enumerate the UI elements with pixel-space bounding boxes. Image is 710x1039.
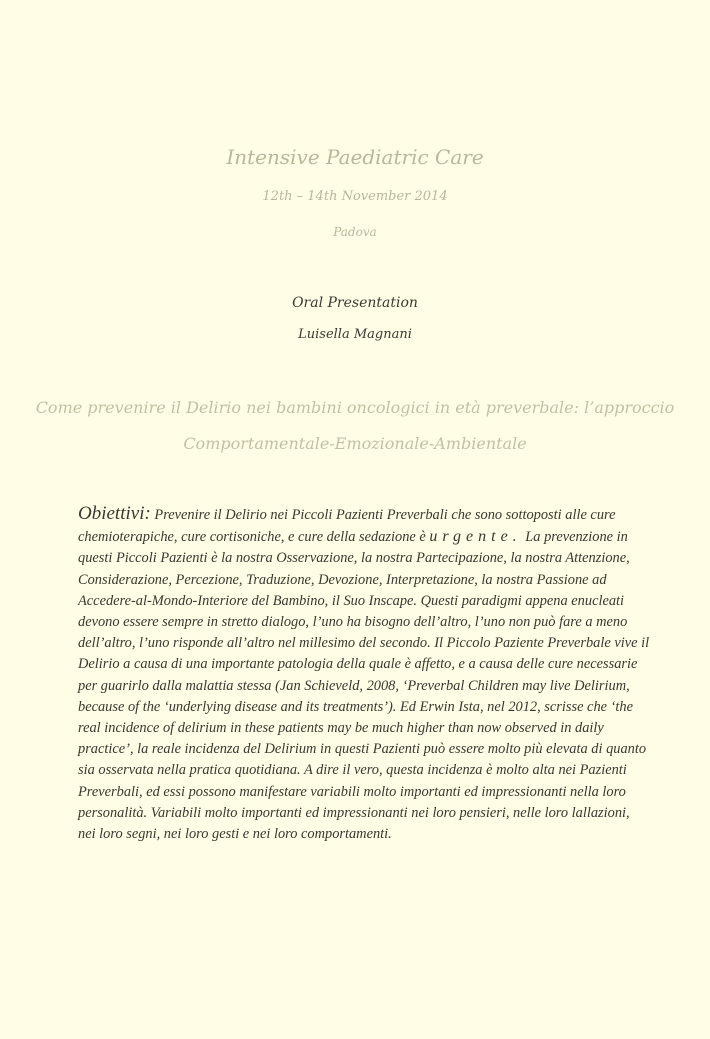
presentation-title [0, 390, 710, 462]
conference-title: Intensive Paediatric Care [226, 145, 484, 169]
presentation-title-line2: Comportamentale-Emozionale-Ambientale [183, 434, 527, 453]
presentation-title-line1: Come prevenire il Delirio nei bambini oncologici in età preverbale: l’approccio [35, 398, 675, 417]
conference-dates: 12th – 14th November 2014 [262, 189, 448, 204]
presentation-author: Luisella Magnani [298, 327, 412, 342]
objectives-paragraph [78, 503, 650, 845]
objectives-text-1: Prevenire il Delirio nei Piccoli Pazienti Preverbali che sono sottoposti alle cure chemioterapiche, cure cortisoniche, e cure della sedazione è [78, 507, 616, 546]
objectives-text-2: La prevenzione in questi Piccoli Pazienti è la nostra Osservazione, la nostra Partecipazione, la nostra Attenzione, Considerazione, Percezione, Traduzione, Devozione, Interpretazione, la nostra Passione ad Accedere-al-Mondo-Interiore del Bambino, il Suo Inscape. Questi paradigmi appena enucleati devono essere sempre in stretto dialogo, l’uno ha bisogno dell’altro, l’uno non può fare a meno dell’altro, l’uno risponde all’altro nel millesimo del secondo. Il Piccolo Paziente Preverbale vive il Delirio a causa di una importante patologia della quale è affetto, e a causa delle cure necessarie per guarirlo dalla malattia stessa (Jan Schieveld, 2008, ‘Preverbal Children may live Delirium, because of the ‘underlying disease and its treatments’). Ed Erwin Ista, nel 2012, scrisse che ‘the real incidence of delirium in these patients may be much higher than now observed in daily practice’, la reale incidenza del Delirium in questi Pazienti può essere molto più elevata di quanto sia osservata nella pratica quotidiana. A dire il vero, questa incidenza è molto alta nei Pazienti Preverbali, ed essi possono manifestare variabili molto importanti ed impressionanti nella loro personalità. Variabili molto importanti ed impressionanti nei loro pensieri, nelle loro lallazioni, nei loro segni, nei loro gesti e nei loro comportamenti. [78, 529, 650, 843]
presentation-type: Oral Presentation [292, 295, 418, 311]
objectives-emphasis: urgente. [429, 528, 522, 546]
objectives-lead: Obiettivi: [78, 503, 151, 524]
conference-place: Padova [333, 225, 377, 239]
